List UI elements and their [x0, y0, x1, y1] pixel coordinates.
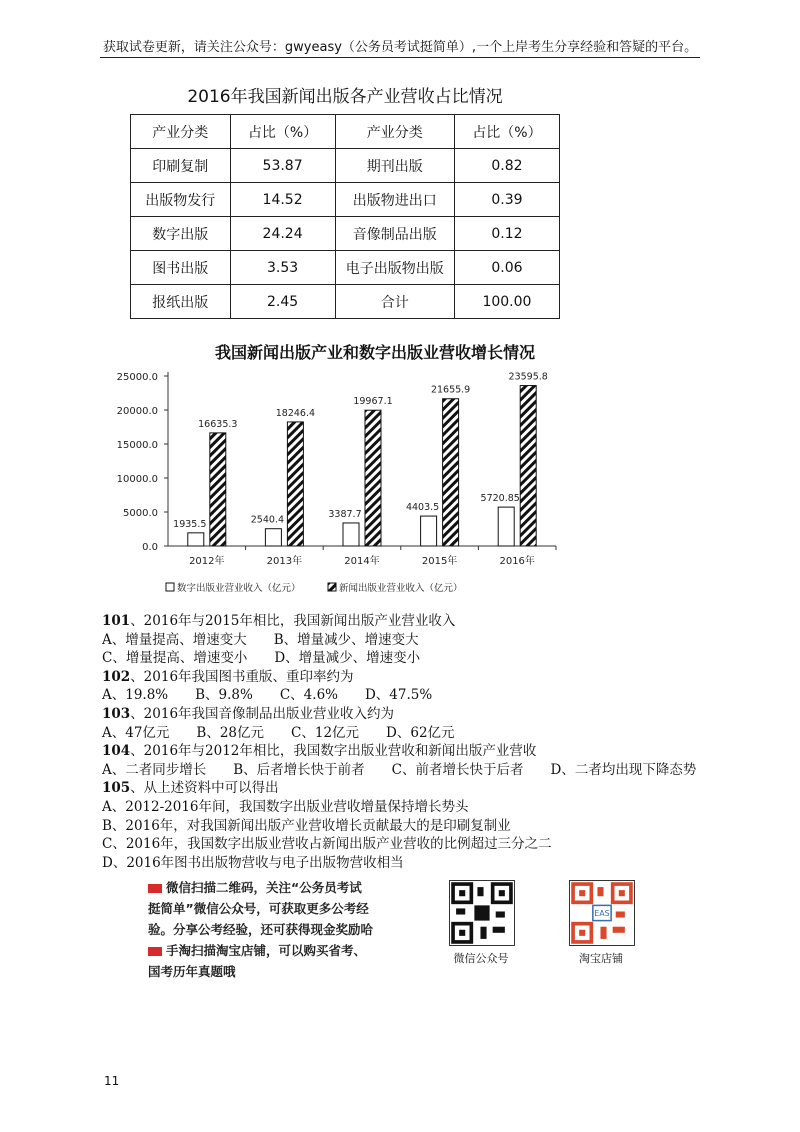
- question-number: 104: [102, 743, 131, 760]
- question-number: 102: [102, 668, 131, 685]
- legend-label-digital: 数字出版业营业收入（亿元）: [177, 583, 301, 594]
- table-cell: 0.39: [454, 183, 559, 217]
- data-label-digital: 3387.7: [328, 508, 362, 520]
- promo-line: 微信扫描二维码，关注“公务员考试: [166, 880, 362, 895]
- revenue-chart: [100, 360, 580, 605]
- x-tick-label: 2014年: [344, 556, 380, 567]
- question-option: A、增量提高、增速变大 B、增量减少、增速变大: [102, 631, 419, 648]
- question-option: C、增量提高、增速变小 D、增量减少、增速变小: [102, 650, 421, 667]
- x-tick-label: 2013年: [266, 556, 303, 567]
- table-cell: 出版物进出口: [335, 183, 454, 217]
- question-number: 103: [102, 705, 131, 722]
- x-tick-label: 2012年: [189, 556, 225, 567]
- table-cell: 印刷复制: [131, 149, 231, 183]
- table-cell: 53.87: [230, 149, 335, 183]
- header-divider: [100, 57, 700, 58]
- table-header-cell: 产业分类: [131, 115, 231, 149]
- bar-press-publishing: [210, 433, 226, 546]
- question-option: A、2012-2016年间，我国数字出版业营收增量保持增长势头: [102, 798, 469, 815]
- question-option: B、2016年，对我国新闻出版产业营收增长贡献最大的是印刷复制业: [102, 817, 511, 834]
- y-tick-label: 15000.0: [116, 440, 158, 451]
- bar-press-publishing: [287, 422, 303, 546]
- table-row: [131, 217, 560, 251]
- taobao-qr-caption: 淘宝店铺: [579, 952, 623, 965]
- table-cell: 合计: [335, 285, 454, 319]
- taobao-qr-code-icon[interactable]: [569, 880, 635, 946]
- table-cell: 音像制品出版: [335, 217, 454, 251]
- table-cell: 报纸出版: [131, 285, 231, 319]
- table-cell: 14.52: [230, 183, 335, 217]
- bar-digital-publishing: [188, 533, 204, 546]
- y-tick-label: 20000.0: [116, 406, 158, 417]
- question-list: [102, 612, 722, 872]
- qr-badge-text: EAS: [594, 909, 610, 919]
- table-cell: 电子出版物出版: [335, 251, 454, 285]
- data-label-press: 23595.8: [508, 371, 548, 383]
- y-tick-label: 5000.0: [123, 508, 158, 519]
- promo-line: 验。分享公考经验，还可获得现金奖励哈: [148, 922, 374, 937]
- table-cell: 0.12: [454, 217, 559, 251]
- table-cell: 图书出版: [131, 251, 231, 285]
- question-stem: [102, 742, 722, 761]
- question-text: 、2016年与2012年相比，我国数字出版业营收和新闻出版产业营收: [130, 743, 537, 760]
- bar-press-publishing: [520, 386, 536, 546]
- y-tick-label: 10000.0: [116, 474, 158, 485]
- question-text: 、2016年我国音像制品出版业营业收入约为: [130, 705, 395, 722]
- question-option: C、2016年，我国数字出版业营收占新闻出版产业营收的比例超过三分之二: [102, 836, 552, 853]
- table-cell: 2.45: [230, 285, 335, 319]
- promo-arrow-icon: [148, 884, 162, 893]
- data-label-digital: 4403.5: [405, 502, 440, 514]
- data-label-press: 21655.9: [430, 384, 471, 396]
- table-header-cell: 产业分类: [335, 115, 454, 149]
- taobao-qr-block: [556, 880, 646, 966]
- data-label-digital: 1935.5: [173, 518, 207, 530]
- table-header-cell: 占比（%）: [230, 115, 335, 149]
- promo-line: 挺简单”微信公众号，可获取更多公考经: [148, 901, 369, 916]
- bar-digital-publishing: [343, 523, 359, 546]
- question-option: D、2016年图书出版物营收与电子出版物营收相当: [102, 854, 404, 871]
- legend-label-press: 新闻出版业营业收入（亿元）: [339, 583, 463, 594]
- promo-block: [148, 877, 438, 982]
- page-number: 11: [104, 1074, 120, 1088]
- data-label-press: 19967.1: [353, 396, 393, 408]
- table-cell: 3.53: [230, 251, 335, 285]
- question-option: A、二者同步增长 B、后者增长快于前者 C、前者增长快于后者 D、二者均出现下降态势: [102, 761, 697, 778]
- legend-swatch-digital: [166, 583, 174, 591]
- y-tick-label: 0.0: [142, 542, 158, 553]
- data-label-digital: 5720.85: [480, 493, 520, 505]
- question-text: 、2016年与2015年相比，我国新闻出版产业营业收入: [130, 613, 456, 629]
- table-cell: 出版物发行: [131, 183, 231, 217]
- table-header-row: [131, 115, 560, 149]
- question-stem: [102, 779, 722, 798]
- table-row: [131, 183, 560, 217]
- question-stem: [102, 705, 722, 724]
- question-stem: [102, 612, 722, 631]
- table-cell: 0.82: [454, 149, 559, 183]
- table-row: [131, 251, 560, 285]
- bar-press-publishing: [443, 399, 459, 546]
- share-table: [130, 114, 560, 319]
- y-tick-label: 25000.0: [116, 372, 158, 383]
- data-label-press: 18246.4: [275, 407, 316, 419]
- x-tick-label: 2016年: [499, 556, 535, 567]
- header-note: 获取试卷更新，请关注公众号：gwyeasy（公务员考试挺简单）,一个上岸考生分享经验和答疑的平台。: [102, 40, 698, 55]
- table-cell: 24.24: [230, 217, 335, 251]
- promo-line: 国考历年真题哦: [148, 964, 236, 979]
- table-header-cell: 占比（%）: [454, 115, 559, 149]
- question-text: 、2016年我国图书重版、重印率约为: [130, 668, 354, 685]
- question-option: A、19.8% B、9.8% C、4.6% D、47.5%: [102, 687, 433, 704]
- table-cell: 期刊出版: [335, 149, 454, 183]
- table-cell: 100.00: [454, 285, 559, 319]
- table-row: [131, 285, 560, 319]
- bar-digital-publishing: [265, 529, 281, 546]
- legend-swatch-press: [328, 583, 336, 591]
- promo-arrow-icon: [148, 947, 162, 956]
- wechat-qr-code-icon[interactable]: [449, 880, 515, 946]
- bar-digital-publishing: [421, 516, 437, 546]
- table-title: 2016年我国新闻出版各产业营收占比情况: [187, 87, 503, 107]
- wechat-qr-caption: 微信公众号: [453, 952, 509, 965]
- table-row: [131, 149, 560, 183]
- question-number: 101: [102, 613, 131, 629]
- bar-press-publishing: [365, 410, 381, 546]
- bar-digital-publishing: [498, 507, 514, 546]
- data-label-digital: 2540.4: [250, 514, 285, 526]
- question-option: A、47亿元 B、28亿元 C、12亿元 D、62亿元: [102, 724, 455, 741]
- table-cell: 0.06: [454, 251, 559, 285]
- chart-title: 我国新闻出版产业和数字出版业营收增长情况: [214, 343, 535, 362]
- question-number: 105: [102, 780, 131, 797]
- promo-line: 手淘扫描淘宝店铺，可以购买省考、: [166, 943, 367, 958]
- wechat-qr-block: [436, 880, 526, 966]
- x-tick-label: 2015年: [421, 556, 458, 567]
- question-stem: [102, 668, 722, 687]
- data-label-press: 16635.3: [198, 418, 238, 430]
- table-cell: 数字出版: [131, 217, 231, 251]
- question-text: 、从上述资料中可以得出: [130, 780, 279, 797]
